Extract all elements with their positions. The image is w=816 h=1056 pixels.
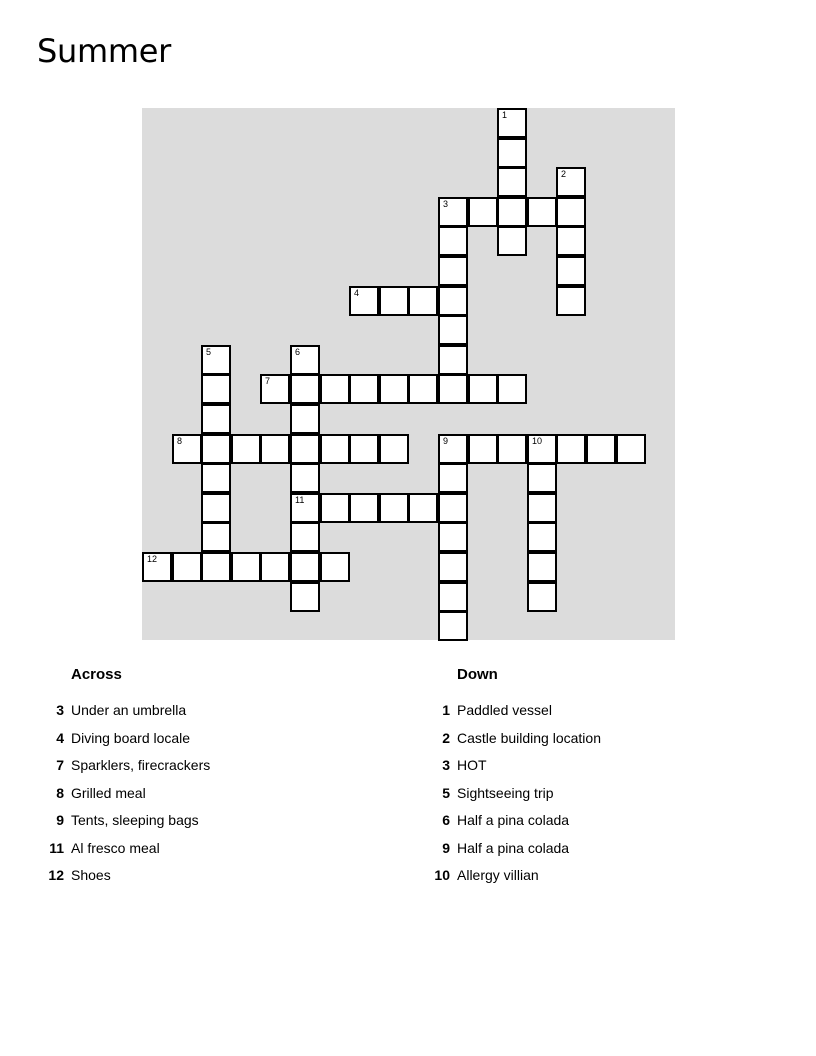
across-clue [42, 780, 372, 808]
clue-number: 12 [48, 867, 64, 883]
down-clue [428, 752, 758, 780]
grid-cell[interactable] [231, 434, 261, 464]
clue-number: 2 [442, 729, 450, 746]
grid-cell[interactable] [527, 463, 557, 493]
clue-number: 6 [442, 812, 450, 828]
across-heading: Across [71, 666, 122, 683]
grid-cell[interactable] [497, 108, 527, 138]
grid-cell[interactable] [497, 434, 527, 464]
clue-text: Al fresco meal [71, 839, 160, 856]
down-clue-list [428, 697, 758, 890]
down-clues [428, 664, 758, 890]
grid-cell[interactable] [290, 434, 320, 464]
grid-cell[interactable] [408, 493, 438, 523]
grid-cell[interactable] [320, 552, 350, 582]
grid-cell[interactable] [349, 286, 379, 316]
clue-number: 5 [442, 784, 450, 801]
across-clue [42, 835, 372, 863]
down-clue [428, 697, 758, 725]
grid-cell[interactable] [438, 463, 468, 493]
across-clue [42, 752, 372, 780]
grid-cell[interactable] [320, 434, 350, 464]
grid-cell[interactable] [497, 167, 527, 197]
grid-cell[interactable] [616, 434, 646, 464]
grid-cell[interactable] [142, 552, 172, 582]
clue-text: Sparklers, firecrackers [71, 757, 211, 773]
grid-cell[interactable] [290, 374, 320, 404]
grid-cell[interactable] [379, 286, 409, 316]
clue-number: 2 [561, 169, 567, 179]
grid-cell[interactable] [201, 463, 231, 493]
down-clue [428, 862, 758, 890]
grid-cell[interactable] [438, 611, 468, 641]
clue-number: 8 [177, 436, 183, 446]
clue-number: 10 [434, 867, 450, 883]
grid-cell[interactable] [497, 226, 527, 256]
clue-text: Sightseeing trip [457, 784, 554, 801]
grid-cell[interactable] [438, 552, 468, 582]
clue-number: 7 [56, 757, 64, 773]
grid-cell[interactable] [201, 522, 231, 552]
grid-cell[interactable] [527, 522, 557, 552]
grid-cell[interactable] [438, 197, 468, 227]
clue-number: 4 [56, 729, 64, 746]
across-clues [42, 664, 372, 890]
grid-cell[interactable] [468, 374, 498, 404]
grid-cell[interactable] [260, 374, 290, 404]
grid-cell[interactable] [349, 493, 379, 523]
grid-cell[interactable] [438, 374, 468, 404]
clue-number: 9 [443, 436, 449, 446]
grid-cell[interactable] [379, 493, 409, 523]
clue-number: 6 [295, 347, 301, 357]
clue-text: Half a pina colada [457, 839, 570, 856]
grid-cell[interactable] [260, 434, 290, 464]
grid-cell[interactable] [586, 434, 616, 464]
grid-cell[interactable] [527, 493, 557, 523]
grid-cell[interactable] [320, 374, 350, 404]
grid-cell[interactable] [438, 345, 468, 375]
grid-cell[interactable] [497, 197, 527, 227]
across-clue [42, 725, 372, 753]
grid-cell[interactable] [556, 226, 586, 256]
grid-cell[interactable] [320, 493, 350, 523]
grid-cell[interactable] [556, 286, 586, 316]
clue-number: 3 [443, 199, 449, 209]
grid-cell[interactable] [556, 167, 586, 197]
clue-number: 1 [442, 702, 450, 718]
clue-number: 10 [532, 436, 543, 446]
clue-number: 8 [56, 784, 64, 801]
grid-cell[interactable] [497, 138, 527, 168]
grid-cell[interactable] [468, 197, 498, 227]
across-clue [42, 697, 372, 725]
clue-number: 11 [49, 839, 64, 856]
grid-cell[interactable] [438, 522, 468, 552]
grid-cell[interactable] [172, 434, 202, 464]
clue-number: 11 [295, 495, 305, 505]
grid-cell[interactable] [201, 345, 231, 375]
grid-cell[interactable] [468, 434, 498, 464]
grid-cell[interactable] [172, 552, 202, 582]
grid-cell[interactable] [438, 434, 468, 464]
grid-cell[interactable] [408, 374, 438, 404]
grid-cell[interactable] [290, 582, 320, 612]
grid-cell[interactable] [201, 374, 231, 404]
grid-cell[interactable] [349, 434, 379, 464]
down-clue [428, 780, 758, 808]
grid-cell[interactable] [231, 552, 261, 582]
grid-cell[interactable] [527, 434, 557, 464]
clue-number: 7 [265, 376, 271, 386]
page-title: Summer [37, 32, 171, 70]
grid-cell[interactable] [201, 404, 231, 434]
clue-text: Allergy villian [457, 867, 539, 883]
grid-cell[interactable] [290, 522, 320, 552]
crossword-grid [142, 108, 675, 640]
clue-number: 3 [442, 757, 450, 773]
grid-cell[interactable] [408, 286, 438, 316]
grid-cell[interactable] [556, 256, 586, 286]
grid-cell[interactable] [349, 374, 379, 404]
clue-text: Diving board locale [71, 729, 191, 746]
grid-cell[interactable] [438, 315, 468, 345]
down-clue [428, 835, 758, 863]
clue-text: Paddled vessel [457, 702, 552, 718]
across-clue-list [42, 697, 372, 890]
grid-cell[interactable] [438, 226, 468, 256]
grid-cell[interactable] [556, 434, 586, 464]
grid-cell[interactable] [497, 374, 527, 404]
clue-number: 5 [206, 347, 212, 357]
clue-text: Under an umbrella [71, 702, 187, 718]
grid-cell[interactable] [201, 552, 231, 582]
down-heading: Down [457, 666, 498, 683]
grid-cell[interactable] [438, 286, 468, 316]
clue-text: HOT [457, 757, 487, 773]
clue-text: Shoes [71, 867, 111, 883]
grid-cell[interactable] [438, 582, 468, 612]
clue-number: 12 [147, 554, 158, 564]
clue-number: 4 [354, 288, 360, 298]
grid-cell[interactable] [201, 434, 231, 464]
across-clue [42, 807, 372, 835]
grid-cell[interactable] [260, 552, 290, 582]
grid-cell[interactable] [290, 463, 320, 493]
clue-text: Castle building location [457, 729, 601, 746]
grid-cell[interactable] [201, 493, 231, 523]
grid-cell[interactable] [527, 582, 557, 612]
down-clue [428, 725, 758, 753]
clue-text: Half a pina colada [457, 812, 570, 828]
clue-number: 9 [442, 839, 450, 856]
grid-cell[interactable] [290, 493, 320, 523]
grid-cell[interactable] [527, 197, 557, 227]
down-clue [428, 807, 758, 835]
grid-cell[interactable] [290, 345, 320, 375]
clue-number: 9 [56, 812, 64, 828]
grid-cell[interactable] [379, 374, 409, 404]
clue-text: Tents, sleeping bags [71, 812, 199, 828]
grid-cell[interactable] [527, 552, 557, 582]
grid-cell[interactable] [438, 493, 468, 523]
clue-number: 3 [56, 702, 64, 718]
grid-cell[interactable] [290, 404, 320, 434]
grid-cell[interactable] [290, 552, 320, 582]
grid-cell[interactable] [438, 256, 468, 286]
across-clue [42, 862, 372, 890]
clue-number: 1 [502, 110, 508, 120]
grid-cell[interactable] [556, 197, 586, 227]
grid-cell[interactable] [379, 434, 409, 464]
clue-text: Grilled meal [71, 784, 146, 801]
